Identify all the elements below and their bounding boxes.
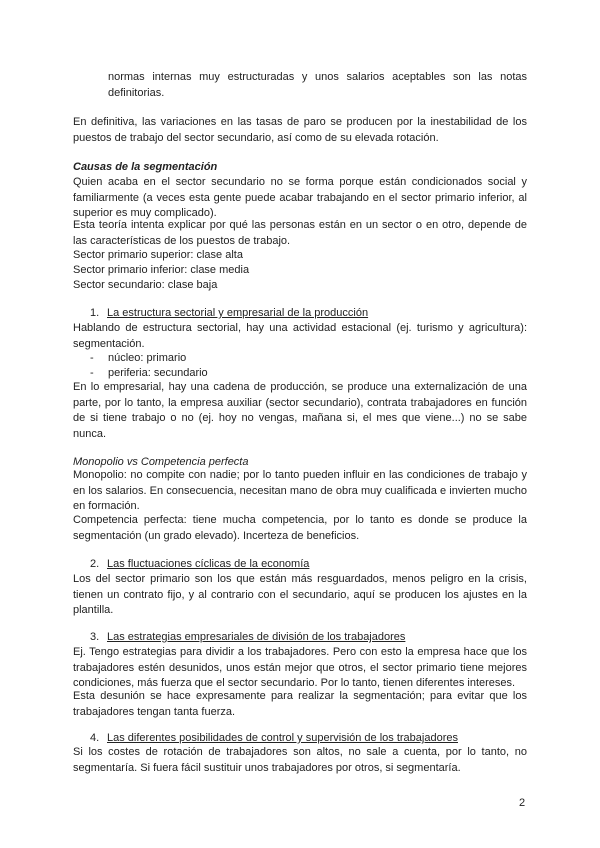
bullet-dash: - bbox=[90, 352, 94, 364]
section-4-paragraph: Si los costes de rotación de trabajadores son altos, no sale a cuenta, por lo tanto, no segmentaría. Si fuera fácil sustituir unos trabajadores por otros, si segmentaría. bbox=[73, 746, 527, 774]
paragraph-conclusion: En definitiva, las variaciones en las tasas de paro se producen por la inestabilidad de los puestos de trabajo del sector secundario, así como de su elevada rotación. bbox=[73, 116, 527, 144]
paragraph-intro: normas internas muy estructuradas y unos salarios aceptables son las notas definitorias. bbox=[108, 71, 527, 99]
section-2-number: 2. bbox=[90, 558, 100, 570]
paragraph-causas-2: Esta teoría intenta explicar por qué las personas están en un sector o en otro, depende de las características de los puestos de trabajo. bbox=[73, 219, 527, 247]
bullet-text: núcleo: primario bbox=[108, 352, 187, 364]
section-4-title: Las diferentes posibilidades de control y supervisión de los trabajadores bbox=[107, 732, 458, 744]
section-1-title: La estructura sectorial y empresarial de la producción bbox=[107, 307, 369, 319]
sector-line-3: Sector secundario: clase baja bbox=[73, 279, 218, 291]
section-3-title: Las estrategias empresariales de división de los trabajadores bbox=[107, 631, 406, 643]
section-3-paragraph-1: Ej. Tengo estrategias para dividir a los trabajadores. Pero con esto la empresa hace que los trabajadores estén desunidos, unos están mejor que otros, el sector primario tiene mejores condiciones, más fuerza que el sector secundario. Por lo tanto, tienen diferentes intereses. bbox=[73, 646, 527, 689]
list-item bbox=[90, 351, 186, 366]
heading-causas: Causas de la segmentación bbox=[73, 161, 218, 173]
section-1-paragraph-1: Hablando de estructura sectorial, hay una actividad estacional (ej. turismo y agricultura): segmentación. bbox=[73, 322, 527, 350]
section-3-number: 3. bbox=[90, 631, 100, 643]
list-item bbox=[90, 366, 208, 381]
paragraph-monopolio-2: Competencia perfecta: tiene mucha competencia, por lo tanto es donde se produce la segmentación (un grado elevado). Incerteza de beneficios. bbox=[73, 514, 527, 542]
heading-monopolio: Monopolio vs Competencia perfecta bbox=[73, 456, 249, 468]
section-3-heading bbox=[90, 630, 405, 645]
page-number: 2 bbox=[519, 797, 526, 809]
paragraph-monopolio-1: Monopolio: no compite con nadie; por lo tanto pueden influir en las condiciones de trabajo y en los salarios. En consecuencia, necesitan mano de obra muy cualificada e invierten mucho en formación. bbox=[73, 469, 527, 512]
section-1-number: 1. bbox=[90, 307, 100, 319]
bullet-text: periferia: secundario bbox=[108, 367, 208, 379]
section-2-heading bbox=[90, 557, 309, 572]
bullet-dash: - bbox=[90, 367, 94, 379]
section-4-number: 4. bbox=[90, 732, 100, 744]
section-3-paragraph-2: Esta desunión se hace expresamente para realizar la segmentación; para evitar que los trabajadores tengan tanta fuerza. bbox=[73, 690, 527, 718]
section-2-title: Las fluctuaciones cíclicas de la economía bbox=[107, 558, 310, 570]
paragraph-causas-1: Quien acaba en el sector secundario no se forma porque están condicionados social y familiarmente (a veces esta gente puede acabar trabajando en el sector primario inferior, al superior es muy complicado). bbox=[73, 176, 527, 219]
section-2-paragraph: Los del sector primario son los que están más resguardados, menos peligro en la crisis, tienen un contrato fijo, y al contrario con el secundario, aquí se producen los ajustes en la plantilla. bbox=[73, 573, 527, 616]
section-1-paragraph-2: En lo empresarial, hay una cadena de producción, se produce una externalización de una parte, por lo tanto, la empresa auxiliar (sector secundario), contrata trabajadores en función de si tiene trabajo o no (ej. hoy no vengas, mañana si, el mes que viene...) no se sabe nunca. bbox=[73, 381, 527, 440]
sector-line-1: Sector primario superior: clase alta bbox=[73, 249, 243, 261]
section-4-heading bbox=[90, 731, 458, 746]
section-1-heading bbox=[90, 306, 368, 321]
sector-line-2: Sector primario inferior: clase media bbox=[73, 264, 250, 276]
